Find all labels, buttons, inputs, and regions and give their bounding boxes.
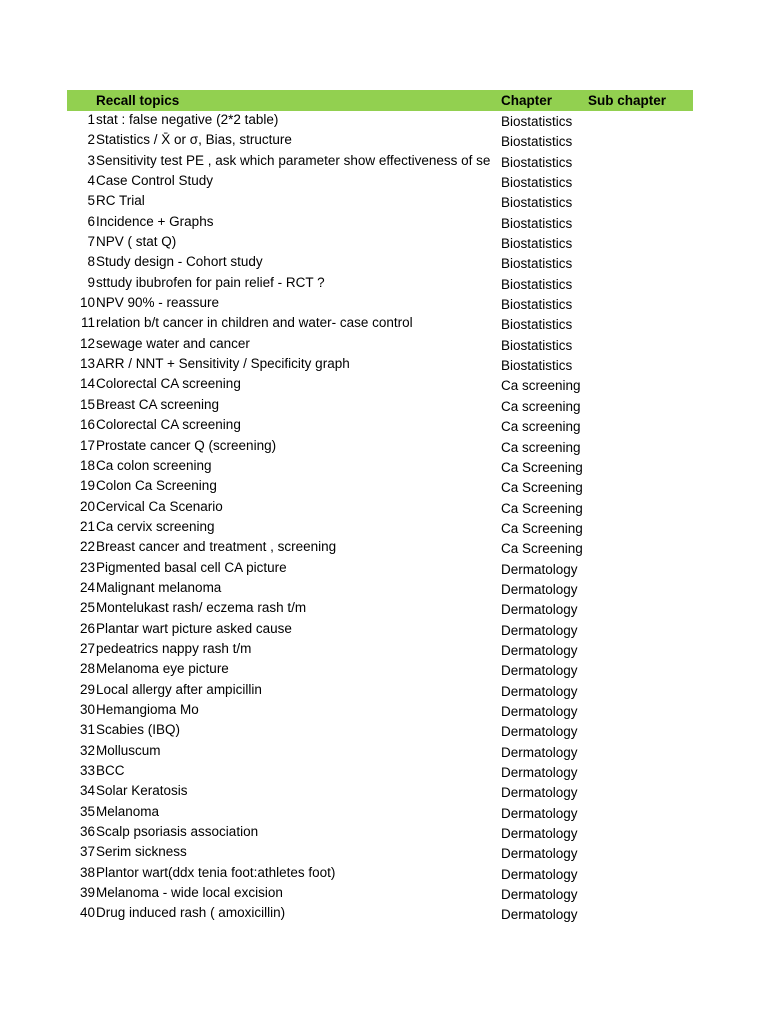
table-row	[67, 884, 693, 904]
table-row	[67, 314, 693, 334]
recall-topic-cell: Malignant melanoma	[96, 579, 222, 595]
recall-topic-cell: Pigmented basal cell CA picture	[96, 559, 287, 575]
recall-topics-sheet	[67, 90, 693, 925]
chapter-cell: Dermatology	[501, 724, 578, 740]
chapter-cell: Dermatology	[501, 683, 578, 699]
chapter-cell: Dermatology	[501, 826, 578, 842]
recall-topic-cell: Hemangioma Mo	[96, 701, 199, 717]
column-header-chapter: Chapter	[501, 93, 553, 108]
table-row	[67, 213, 693, 233]
table-row	[67, 355, 693, 375]
recall-topic-cell: Breast CA screening	[96, 396, 220, 412]
recall-topic-cell: Statistics / X̄ or σ, Bias, structure	[96, 132, 292, 148]
chapter-cell: Ca Screening	[501, 480, 583, 496]
table-body	[67, 111, 693, 925]
chapter-cell: Biostatistics	[501, 276, 573, 292]
chapter-cell: Ca screening	[501, 378, 581, 394]
table-row	[67, 681, 693, 701]
table-row	[67, 131, 693, 151]
chapter-cell: Biostatistics	[501, 114, 573, 129]
table-row	[67, 660, 693, 680]
recall-topic-cell: sttudy ibubrofen for pain relief - RCT ?	[96, 274, 325, 290]
row-number: 14	[79, 376, 95, 392]
chapter-cell: Dermatology	[501, 785, 578, 801]
table-row	[67, 701, 693, 721]
row-number: 40	[79, 905, 95, 921]
chapter-cell: Ca screening	[501, 439, 581, 455]
chapter-cell: Dermatology	[501, 663, 578, 679]
row-number: 2	[87, 132, 95, 148]
chapter-cell: Ca screening	[501, 419, 581, 435]
row-number: 11	[80, 315, 95, 331]
recall-topic-cell: Colorectal CA screening	[96, 417, 241, 433]
recall-topic-cell: Ca cervix screening	[96, 518, 215, 534]
recall-topic-cell: Ca colon screening	[96, 457, 212, 473]
chapter-cell: Biostatistics	[501, 134, 573, 150]
row-number: 23	[79, 559, 95, 575]
chapter-cell: Ca Screening	[501, 520, 583, 536]
row-number: 29	[79, 681, 95, 697]
recall-topic-cell: Scalp psoriasis association	[96, 824, 259, 840]
chapter-cell: Ca Screening	[501, 459, 583, 475]
row-number: 27	[79, 640, 95, 656]
chapter-cell: Dermatology	[501, 907, 578, 923]
recall-topic-cell: BCC	[96, 763, 125, 778]
chapter-cell: Dermatology	[501, 846, 578, 862]
row-number: 6	[87, 213, 95, 229]
row-number: 26	[79, 620, 95, 636]
row-number: 31	[79, 722, 95, 738]
chapter-cell: Biostatistics	[501, 215, 573, 231]
recall-topic-cell: stat : false negative (2*2 table)	[96, 112, 279, 127]
table-row	[67, 192, 693, 212]
chapter-cell: Dermatology	[501, 602, 578, 618]
row-number: 22	[79, 539, 95, 555]
recall-topic-cell: Melanoma - wide local excision	[96, 885, 283, 901]
chapter-cell: Dermatology	[501, 887, 578, 903]
row-number: 5	[87, 193, 95, 209]
recall-topic-cell: NPV ( stat Q)	[96, 234, 177, 250]
recall-topic-cell: relation b/t cancer in children and water- case control	[96, 315, 413, 331]
chapter-cell: Biostatistics	[501, 358, 573, 374]
recall-topic-cell: pedeatrics nappy rash t/m	[96, 640, 252, 656]
row-number: 35	[79, 803, 95, 819]
row-number: 37	[79, 844, 95, 860]
chapter-cell: Ca Screening	[501, 541, 583, 557]
row-number: 28	[79, 661, 95, 677]
row-number: 18	[79, 457, 95, 473]
recall-topic-cell: Plantar wart picture asked cause	[96, 620, 292, 636]
chapter-cell: Dermatology	[501, 805, 578, 821]
column-header-recall-topics: Recall topics	[96, 93, 180, 108]
chapter-cell: Dermatology	[501, 642, 578, 658]
table-row	[67, 416, 693, 436]
table-row	[67, 396, 693, 416]
recall-topic-cell: Drug induced rash ( amoxicillin)	[96, 905, 286, 921]
recall-topic-cell: RC Trial	[96, 193, 145, 209]
row-number: 34	[79, 783, 95, 799]
row-number: 17	[79, 437, 95, 453]
recall-topic-cell: Incidence + Graphs	[96, 213, 214, 229]
row-number: 32	[79, 742, 95, 758]
column-header-sub-chapter: Sub chapter	[588, 93, 667, 108]
chapter-cell: Biostatistics	[501, 337, 573, 353]
recall-topic-cell: Cervical Ca Scenario	[96, 498, 223, 514]
chapter-cell: Dermatology	[501, 744, 578, 760]
table-row	[67, 823, 693, 843]
chapter-cell: Ca Screening	[501, 500, 583, 516]
table-row	[67, 294, 693, 314]
table-row	[67, 782, 693, 802]
table-row	[67, 864, 693, 884]
row-number: 15	[79, 396, 95, 412]
table-row	[67, 111, 693, 131]
chapter-cell: Ca screening	[501, 398, 581, 414]
table-row	[67, 172, 693, 192]
recall-topic-cell: Plantor wart(ddx tenia foot:athletes foot)	[96, 864, 336, 880]
row-number: 1	[87, 112, 95, 127]
recall-topic-cell: Melanoma eye picture	[96, 661, 229, 677]
table-row	[67, 579, 693, 599]
recall-topic-cell: Melanoma	[96, 803, 160, 819]
table-header	[67, 90, 693, 111]
chapter-cell: Biostatistics	[501, 154, 573, 170]
chapter-cell: Biostatistics	[501, 175, 573, 191]
row-number: 25	[79, 600, 95, 616]
row-number: 4	[87, 173, 95, 189]
table-row	[67, 437, 693, 457]
row-number: 20	[79, 498, 95, 514]
recall-topic-cell: Solar Keratosis	[96, 783, 188, 799]
table-row	[67, 457, 693, 477]
table-row	[67, 721, 693, 741]
recall-topic-cell: NPV 90% - reassure	[96, 295, 220, 311]
row-number: 16	[79, 417, 95, 433]
table-row	[67, 620, 693, 640]
row-number: 13	[79, 356, 95, 372]
table-row	[67, 843, 693, 863]
table-row	[67, 335, 693, 355]
table-row	[67, 152, 693, 172]
chapter-cell: Dermatology	[501, 866, 578, 882]
table-row	[67, 233, 693, 253]
row-number: 36	[79, 824, 95, 840]
recall-topic-cell: sewage water and cancer	[96, 335, 250, 351]
table-row	[67, 803, 693, 823]
row-number: 12	[79, 335, 95, 351]
recall-topic-cell: Molluscum	[96, 742, 161, 758]
table-row	[67, 599, 693, 619]
table-row	[67, 538, 693, 558]
chapter-cell: Dermatology	[501, 561, 578, 577]
recall-topic-cell: Sensitivity test PE , ask which parameter show effectiveness of se	[96, 152, 491, 168]
row-number: 8	[87, 254, 95, 270]
row-number: 9	[87, 274, 95, 290]
recall-topic-cell: Colorectal CA screening	[96, 376, 241, 392]
table-row	[67, 762, 693, 782]
table-row	[67, 498, 693, 518]
table-row	[67, 477, 693, 497]
chapter-cell: Dermatology	[501, 765, 578, 780]
table-row	[67, 559, 693, 579]
chapter-cell: Dermatology	[501, 581, 578, 597]
chapter-cell: Dermatology	[501, 622, 578, 638]
recall-topic-cell: Serim sickness	[96, 844, 187, 860]
row-number: 10	[79, 295, 95, 311]
row-number: 38	[79, 864, 95, 880]
chapter-cell: Biostatistics	[501, 195, 573, 211]
row-number: 3	[87, 152, 95, 168]
recall-topic-cell: Scabies (IBQ)	[96, 722, 181, 738]
table-row	[67, 274, 693, 294]
recall-topic-cell: Prostate cancer Q (screening)	[96, 437, 277, 453]
recall-topic-cell: Local allergy after ampicillin	[96, 681, 262, 697]
row-number: 24	[79, 579, 95, 595]
row-number: 21	[79, 518, 95, 534]
row-number: 39	[79, 885, 95, 901]
table-row	[67, 375, 693, 395]
table-row	[67, 640, 693, 660]
row-number: 19	[79, 478, 95, 494]
row-number: 33	[79, 763, 95, 778]
table-row	[67, 518, 693, 538]
recall-topic-cell: Breast cancer and treatment , screening	[96, 539, 337, 555]
table-row	[67, 904, 693, 924]
table-row	[67, 742, 693, 762]
recall-topic-cell: ARR / NNT + Sensitivity / Specificity graph	[96, 356, 350, 372]
row-number: 30	[79, 701, 95, 717]
row-number: 7	[87, 234, 95, 250]
chapter-cell: Biostatistics	[501, 297, 573, 313]
recall-topic-cell: Montelukast rash/ eczema rash t/m	[96, 600, 307, 616]
recall-topic-cell: Study design - Cohort study	[96, 254, 263, 270]
chapter-cell: Biostatistics	[501, 317, 573, 333]
chapter-cell: Dermatology	[501, 703, 578, 719]
chapter-cell: Biostatistics	[501, 256, 573, 272]
recall-topic-cell: Colon Ca Screening	[96, 478, 217, 494]
table-row	[67, 253, 693, 273]
recall-topic-cell: Case Control Study	[96, 173, 214, 189]
chapter-cell: Biostatistics	[501, 236, 573, 252]
